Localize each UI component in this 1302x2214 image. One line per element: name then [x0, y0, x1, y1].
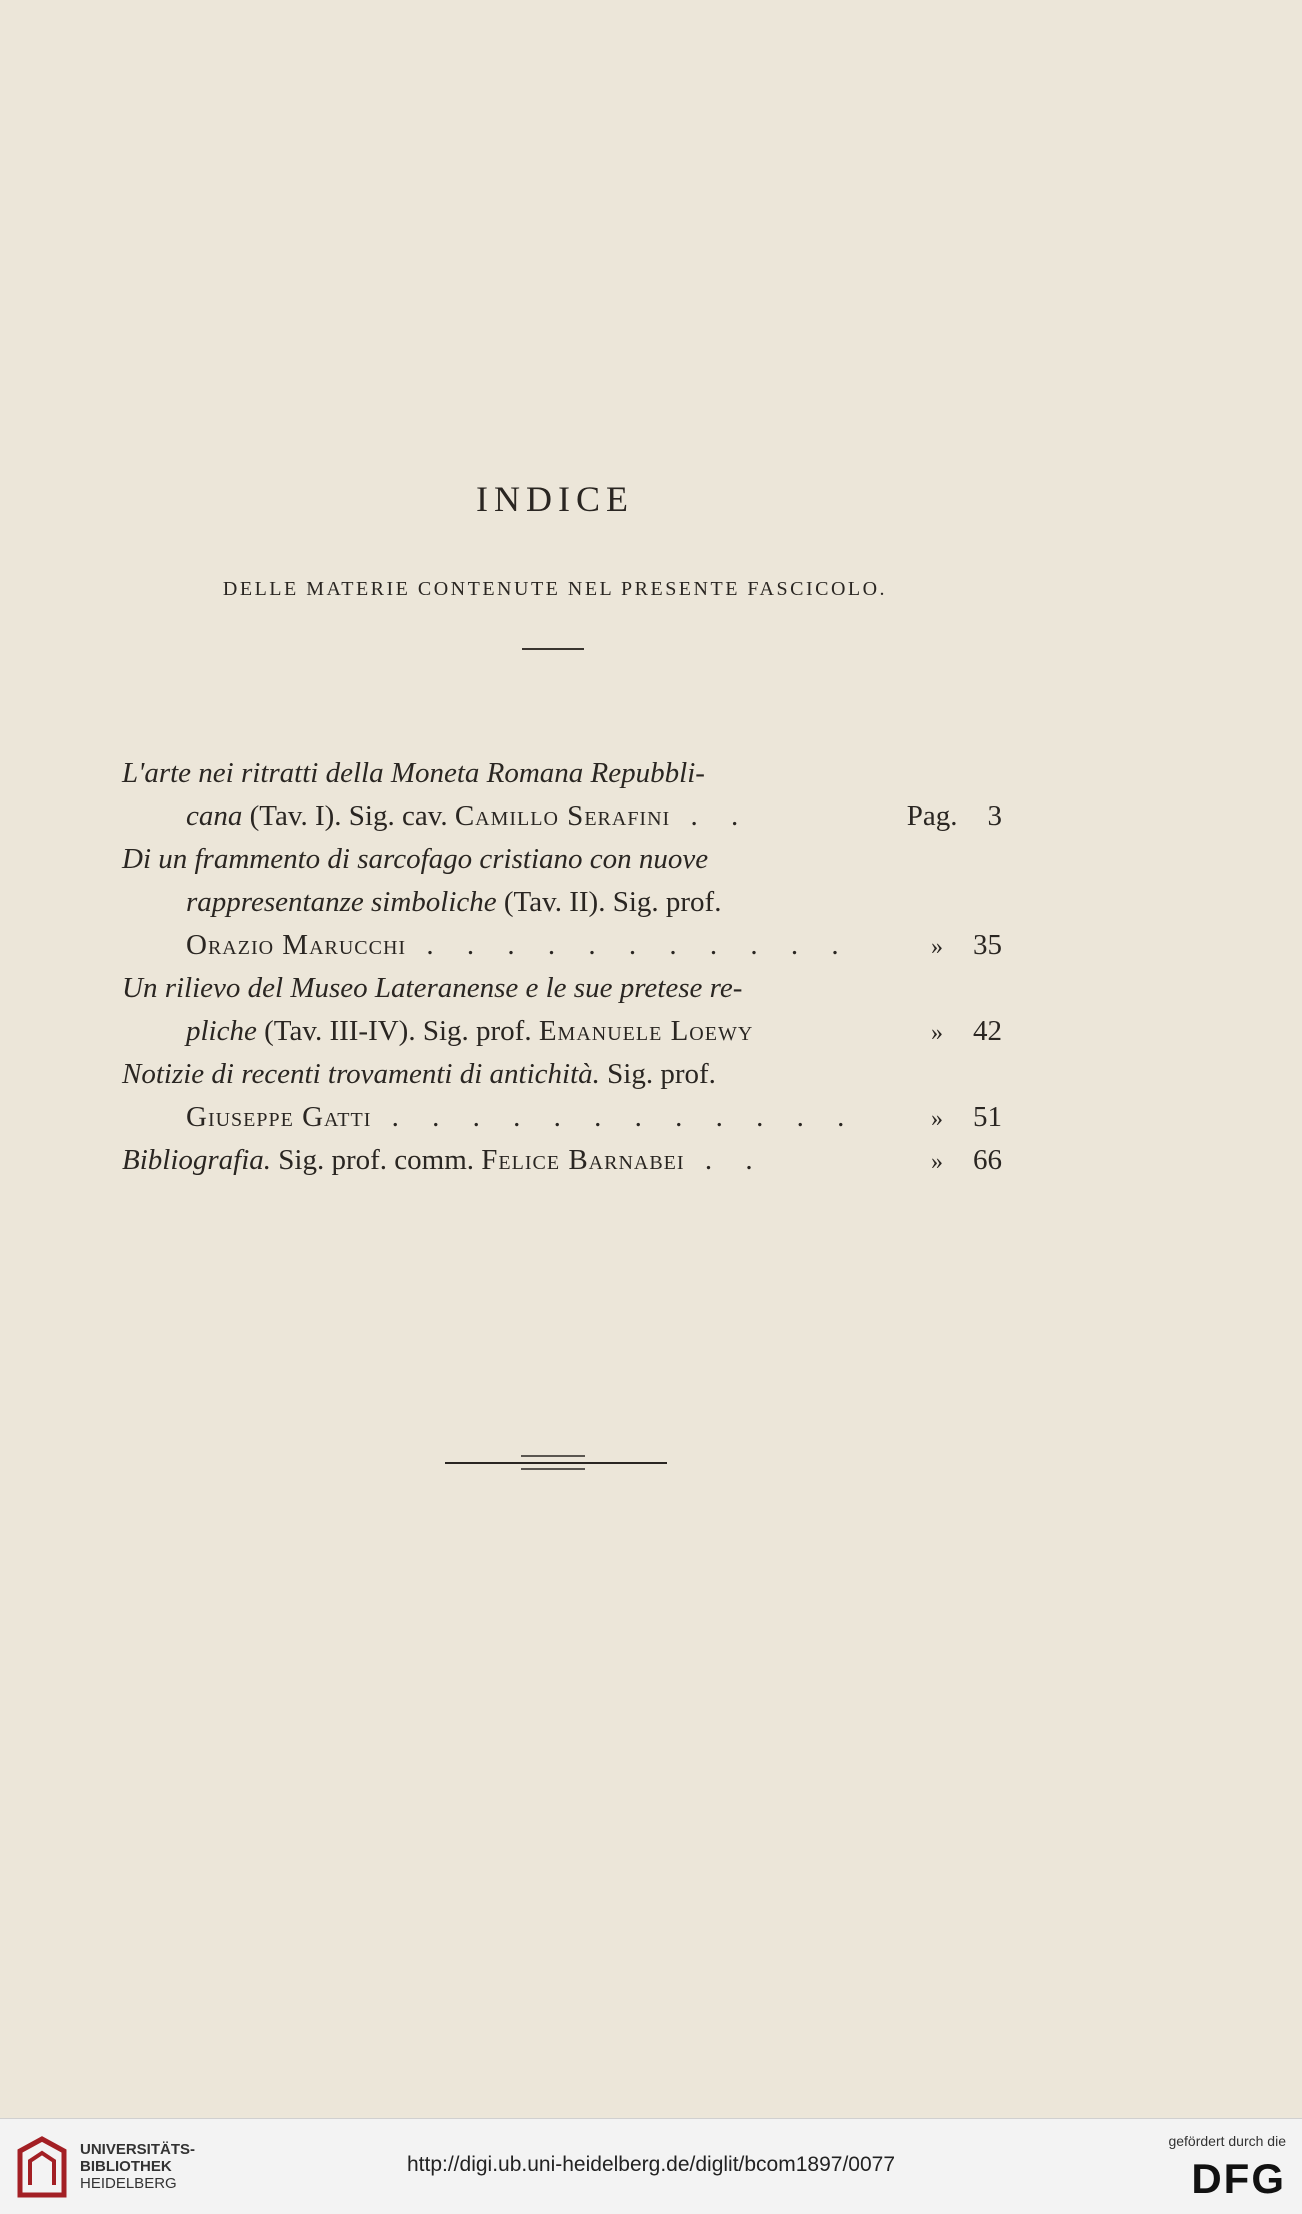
toc-entry-line: [122, 838, 1002, 881]
entry-text: Sig. prof. comm.: [271, 1144, 482, 1176]
entry-title: pliche: [186, 1015, 257, 1047]
entry-title: rappresentanze simboliche: [186, 886, 497, 918]
page-number: 66: [973, 1144, 1002, 1176]
toc-entry: [122, 838, 1002, 967]
funding-label: gefördert durch die: [1168, 2133, 1286, 2149]
ditto-mark: »: [931, 1020, 943, 1046]
toc-entry-line: [122, 924, 1002, 967]
entry-title: Un rilievo del Museo Lateranense e le sue pretese re-: [122, 972, 743, 1004]
entry-author: Felice Barnabei: [481, 1144, 685, 1176]
ditto-mark: »: [931, 934, 943, 960]
library-name-line: BIBLIOTHEK: [80, 2158, 172, 2175]
page-ref: [931, 1139, 1002, 1184]
dot-leader: . . . . . . . . . . . .: [371, 1101, 858, 1133]
page-ref: [931, 1010, 1002, 1055]
toc-entry: [122, 752, 1002, 838]
entry-title: Notizie di recenti trovamenti di antichità.: [122, 1058, 600, 1090]
toc-entry: [122, 1053, 1002, 1139]
table-of-contents: [122, 752, 1002, 1182]
entry-author: Giuseppe Gatti: [186, 1101, 372, 1133]
page-prefix: Pag.: [906, 800, 958, 832]
dot-leader: . . . . . . . . . . .: [406, 929, 852, 961]
toc-entry-line: [122, 752, 1002, 795]
page-number: 51: [973, 1101, 1002, 1133]
page-ref: [931, 924, 1002, 969]
dfg-logo: DFG: [1191, 2155, 1286, 2202]
ditto-mark: »: [931, 1149, 943, 1175]
entry-author: Orazio Marucchi: [186, 929, 407, 961]
library-name-line: UNIVERSITÄTS-: [80, 2141, 196, 2158]
entry-title: cana: [186, 800, 243, 832]
page-ref: [931, 1096, 1002, 1141]
dot-leader: . .: [684, 1144, 766, 1176]
toc-entry-line: [122, 795, 1002, 838]
entry-text: Sig. prof.: [599, 1058, 716, 1090]
end-ornament-icon: [445, 1451, 667, 1471]
library-name-line: HEIDELBERG: [80, 2175, 177, 2192]
entry-title: L'arte nei ritratti della Moneta Romana Repubbli-: [122, 757, 705, 789]
title-divider: [522, 648, 584, 650]
entry-text: (Tav. I). Sig. cav.: [242, 800, 455, 832]
toc-entry-line: [122, 1010, 1002, 1053]
toc-entry: [122, 1139, 1002, 1182]
page-title: INDICE: [476, 479, 634, 519]
entry-text: (Tav. III-IV). Sig. prof.: [256, 1015, 539, 1047]
toc-entry-line: [122, 967, 1002, 1010]
page-number: 42: [973, 1015, 1002, 1047]
ditto-mark: »: [931, 1106, 943, 1132]
entry-text: (Tav. II). Sig. prof.: [496, 886, 722, 918]
dot-leader: . .: [670, 800, 752, 832]
page-number: 3: [987, 800, 1002, 832]
toc-entry-line: [122, 1139, 1002, 1182]
toc-entry-line: [122, 881, 1002, 924]
entry-title: Bibliografia.: [122, 1144, 272, 1176]
source-url-link[interactable]: http://digi.ub.uni-heidelberg.de/diglit/bcom1897/0077: [406, 2153, 895, 2176]
toc-entry-line: [122, 1096, 1002, 1139]
footer-bar: [0, 2118, 1302, 2214]
page-subtitle: DELLE MATERIE CONTENUTE NEL PRESENTE FASCICOLO.: [222, 578, 888, 600]
entry-author: Camillo Serafini: [454, 800, 671, 832]
page-ref: [907, 795, 1002, 838]
entry-title: Di un frammento di sarcofago cristiano con nuove: [122, 843, 709, 875]
toc-entry-line: [122, 1053, 1002, 1096]
toc-entry: [122, 967, 1002, 1053]
entry-author: Emanuele Loewy: [538, 1015, 754, 1047]
page-number: 35: [973, 929, 1002, 961]
